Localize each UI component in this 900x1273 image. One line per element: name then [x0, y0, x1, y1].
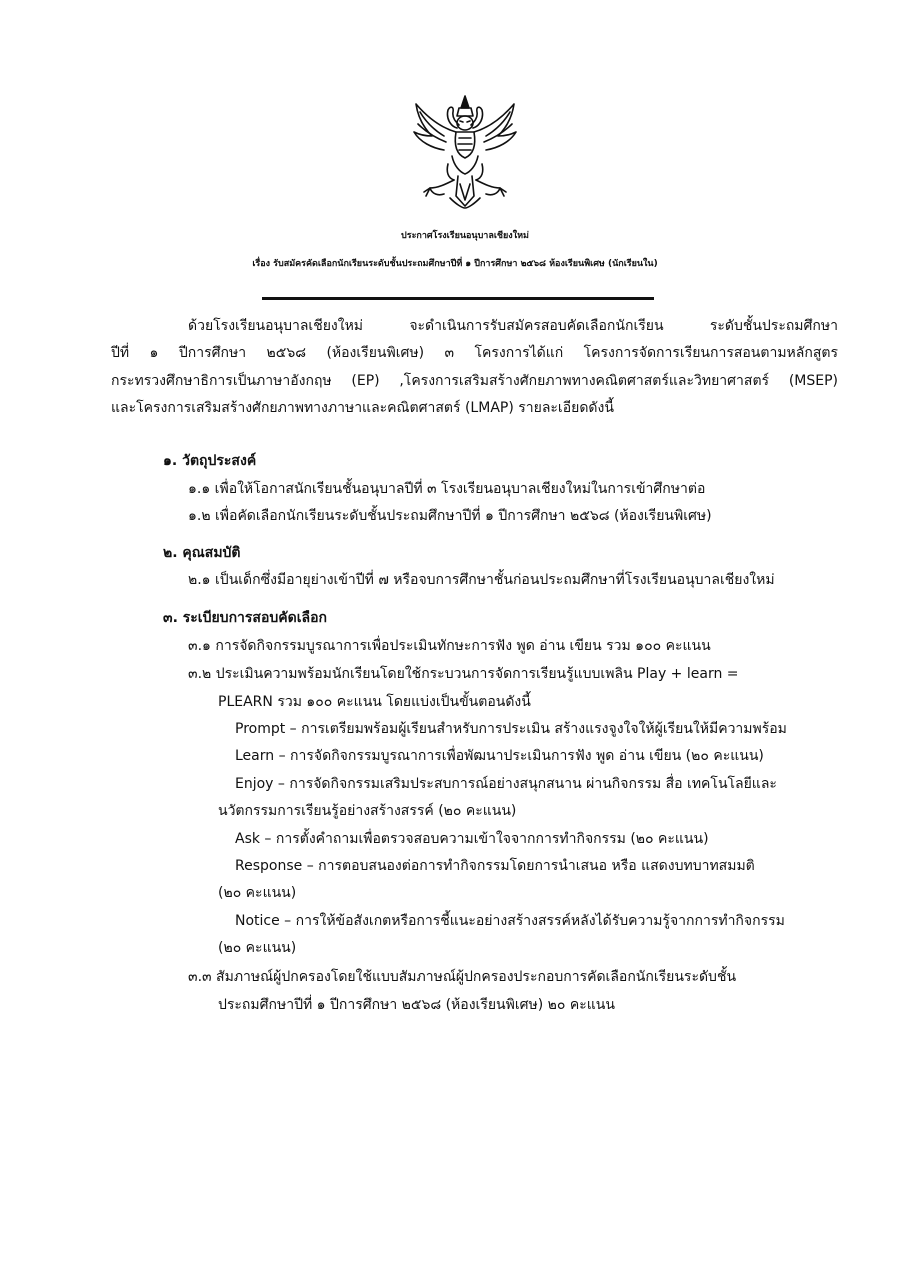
section-1-item-1: ๑.๑ เพื่อให้โอกาสนักเรียนชั้นอนุบาลปีที่ ๓ โรงเรียนอนุบาลเชียงใหม่ในการเข้าศึกษาต่อ — [188, 481, 706, 497]
step-response — [235, 855, 755, 877]
step-ask-term: Ask – — [235, 831, 272, 847]
section-3-heading: ๓. ระเบียบการสอบคัดเลือก — [163, 610, 327, 626]
intro-line-4: และโครงการเสริมสร้างศักยภาพทางภาษาและคณิตศาสตร์ (LMAP) รายละเอียดดังนี้ — [111, 400, 614, 416]
section-1-heading: ๑. วัตถุประสงค์ — [163, 453, 257, 469]
step-notice-continued: (๒๐ คะแนน) — [218, 940, 297, 956]
step-learn — [235, 745, 764, 767]
section-2-item-1: ๒.๑ เป็นเด็กซึ่งมีอายุย่างเข้าปีที่ ๗ หรือจบการศึกษาชั้นก่อนประถมศึกษาที่โรงเรียนอนุบาลเชียงใหม่ — [188, 572, 775, 588]
section-3-item-3-line-2: ประถมศึกษาปีที่ ๑ ปีการศึกษา ๒๕๖๘ (ห้องเรียนพิเศษ) ๒๐ คะแนน — [218, 997, 615, 1013]
intro-line-3: กระทรวงศึกษาธิการเป็นภาษาอังกฤษ (EP) ,โครงการเสริมสร้างศักยภาพทางคณิตศาสตร์และวิทยาศาสตร์ (MSEP) — [111, 373, 838, 389]
announcement-subject: เรื่อง รับสมัครคัดเลือกนักเรียนระดับชั้นประถมศึกษาปีที่ ๑ ปีการศึกษา ๒๕๖๘ ห้องเรียนพิเศษ (นักเรียนใน) — [252, 259, 658, 269]
step-prompt — [235, 718, 787, 740]
step-enjoy-text: การจัดกิจกรรมเสริมประสบการณ์อย่างสนุกสนาน ผ่านกิจกรรม สื่อ เทคโนโลยีและ — [284, 776, 777, 792]
section-2-heading: ๒. คุณสมบัติ — [163, 545, 241, 561]
section-3-item-3-line-1: ๓.๓ สัมภาษณ์ผู้ปกครองโดยใช้แบบสัมภาษณ์ผู้ปกครองประกอบการคัดเลือกนักเรียนระดับชั้น — [188, 969, 737, 985]
step-enjoy-continued: นวัตกรรมการเรียนรู้อย่างสร้างสรรค์ (๒๐ คะแนน) — [218, 803, 517, 819]
announcement-title: ประกาศโรงเรียนอนุบาลเชียงใหม่ — [401, 231, 529, 241]
step-ask-text: การตั้งคำถามเพื่อตรวจสอบความเข้าใจจากการทำกิจกรรม (๒๐ คะแนน) — [271, 831, 709, 847]
step-response-term: Response – — [235, 858, 314, 874]
step-learn-text: การจัดกิจกรรมบูรณาการเพื่อพัฒนาประเมินการฟัง พูด อ่าน เขียน (๒๐ คะแนน) — [285, 748, 764, 764]
step-notice-term: Notice – — [235, 913, 292, 929]
intro-line-1: ด้วยโรงเรียนอนุบาลเชียงใหม่ จะดำเนินการรับสมัครสอบคัดเลือกนักเรียน ระดับชั้นประถมศึกษา — [188, 318, 838, 334]
step-learn-term: Learn – — [235, 748, 286, 764]
step-notice — [235, 910, 785, 932]
section-3-item-2-line-2: PLEARN รวม ๑๐๐ คะแนน โดยแบ่งเป็นขั้นตอนดังนี้ — [218, 694, 531, 710]
intro-line-2: ปีที่ ๑ ปีการศึกษา ๒๕๖๘ (ห้องเรียนพิเศษ) ๓ โครงการได้แก่ โครงการจัดการเรียนการสอนตามหลักสูตร — [111, 345, 838, 361]
step-prompt-text: การเตรียมพร้อมผู้เรียนสำหรับการประเมิน สร้างแรงจูงใจให้ผู้เรียนให้มีความพร้อม — [296, 721, 787, 737]
step-enjoy — [235, 773, 777, 795]
step-enjoy-term: Enjoy – — [235, 776, 285, 792]
step-response-text: การตอบสนองต่อการทำกิจกรรมโดยการนำเสนอ หรือ แสดงบทบาทสมมติ — [313, 858, 755, 874]
step-prompt-term: Prompt – — [235, 721, 297, 737]
title-divider — [262, 297, 654, 300]
step-ask — [235, 828, 709, 850]
step-response-continued: (๒๐ คะแนน) — [218, 885, 297, 901]
step-notice-text: การให้ข้อสังเกตหรือการชี้แนะอย่างสร้างสรรค์หลังได้รับความรู้จากการทำกิจกรรม — [291, 913, 785, 929]
section-1-item-2: ๑.๒ เพื่อคัดเลือกนักเรียนระดับชั้นประถมศึกษาปีที่ ๑ ปีการศึกษา ๒๕๖๘ (ห้องเรียนพิเศษ) — [188, 508, 712, 524]
section-3-item-2-line-1: ๓.๒ ประเมินความพร้อมนักเรียนโดยใช้กระบวนการจัดการเรียนรู้แบบเพลิน Play + learn = — [188, 666, 739, 682]
garuda-emblem-icon — [410, 92, 520, 210]
section-3-item-1: ๓.๑ การจัดกิจกรรมบูรณาการเพื่อประเมินทักษะการฟัง พูด อ่าน เขียน รวม ๑๐๐ คะแนน — [188, 638, 711, 654]
